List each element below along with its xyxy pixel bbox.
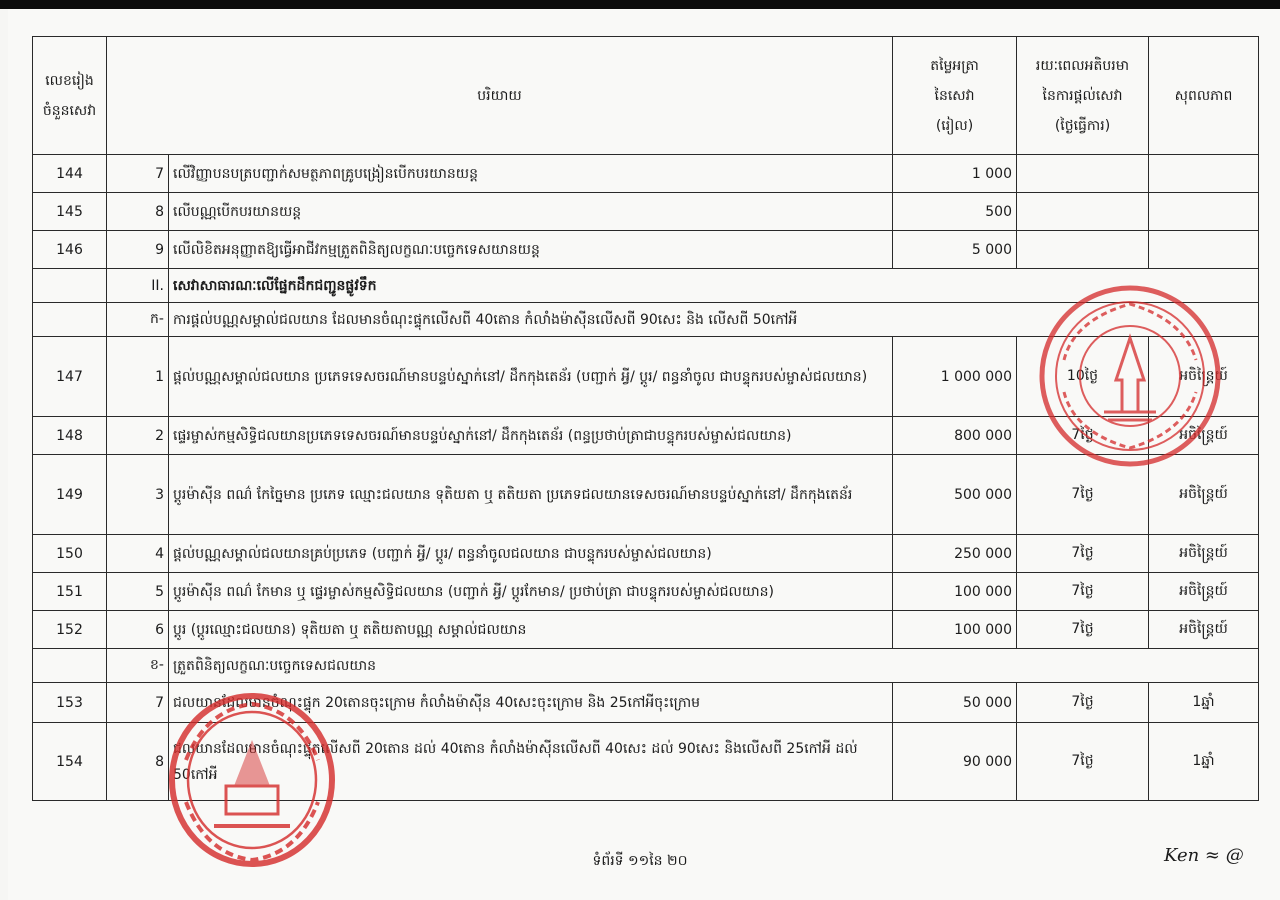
empty-cell <box>33 303 107 337</box>
row-duration <box>1017 155 1149 193</box>
row-validity: អចិន្ត្រៃយ៍ <box>1149 417 1259 455</box>
row-number: 151 <box>33 573 107 611</box>
row-validity <box>1149 193 1259 231</box>
row-duration <box>1017 231 1149 269</box>
row-number: 145 <box>33 193 107 231</box>
row-validity: អចិន្ត្រៃយ៍ <box>1149 455 1259 535</box>
empty-cell <box>33 649 107 683</box>
row-fee: 90 000 <box>893 723 1017 801</box>
row-validity: 1ឆ្នាំ <box>1149 683 1259 723</box>
row-fee: 800 000 <box>893 417 1017 455</box>
row-sub-number: 8 <box>107 723 169 801</box>
row-duration: 7ថ្ងៃ <box>1017 417 1149 455</box>
row-sub-number: 6 <box>107 611 169 649</box>
row-fee: 5 000 <box>893 231 1017 269</box>
row-sub-number: 4 <box>107 535 169 573</box>
row-fee: 500 <box>893 193 1017 231</box>
row-sub-number: 8 <box>107 193 169 231</box>
row-sub-number: 1 <box>107 337 169 417</box>
row-sub-number: 3 <box>107 455 169 535</box>
row-validity <box>1149 155 1259 193</box>
table-row <box>33 193 1259 231</box>
official-seal-stamp-icon <box>166 690 338 870</box>
group-heading-row <box>33 649 1259 683</box>
table-row <box>33 155 1259 193</box>
row-number: 152 <box>33 611 107 649</box>
row-description: ផ្តល់បណ្ណសម្គាល់ជលយាន ប្រភេទទេសចរណ៍មានបន្ទប់ស្នាក់នៅ/ ដឹកកុងតេន័រ (បញ្ជាក់ អ្វី/ ប្តូរ/ ពន្ធនាំចូល ជាបន្ទុករបស់ម្ចាស់ជលយាន) <box>169 337 893 417</box>
table-row <box>33 611 1259 649</box>
row-validity: អចិន្ត្រៃយ៍ <box>1149 337 1259 417</box>
row-fee: 1 000 <box>893 155 1017 193</box>
row-number: 148 <box>33 417 107 455</box>
row-description: ជលយានដែលមានចំណុះផ្ទុកលើសពី 20តោន ដល់ 40តោន កំលាំងម៉ាស៊ីនលើសពី 40សេះ ដល់ 90សេះ និងលើសពី 25កៅអី ដល់ 50កៅអី <box>169 723 893 801</box>
section-number: II. <box>107 269 169 303</box>
row-validity: អចិន្ត្រៃយ៍ <box>1149 535 1259 573</box>
row-number: 144 <box>33 155 107 193</box>
row-fee: 250 000 <box>893 535 1017 573</box>
row-duration: 7ថ្ងៃ <box>1017 573 1149 611</box>
row-fee: 500 000 <box>893 455 1017 535</box>
row-fee: 1 000 000 <box>893 337 1017 417</box>
group-letter: ក- <box>107 303 169 337</box>
row-sub-number: 5 <box>107 573 169 611</box>
row-duration: 7ថ្ងៃ <box>1017 455 1149 535</box>
official-seal-stamp-icon <box>1034 280 1226 472</box>
top-border <box>0 0 1280 9</box>
table-row <box>33 573 1259 611</box>
row-validity: អចិន្ត្រៃយ៍ <box>1149 611 1259 649</box>
group-title: ត្រួតពិនិត្យលក្ខណៈបច្ចេកទេសជលយាន <box>169 649 1259 683</box>
group-title: ការផ្តល់បណ្ណសម្គាល់ជលយាន ដែលមានចំណុះផ្ទុកលើសពី 40តោន កំលាំងម៉ាស៊ីនលើសពី 90សេះ និង លើសពី 50កៅអី <box>169 303 1259 337</box>
row-number: 146 <box>33 231 107 269</box>
header-fee: តម្លៃអត្រា នៃសេវា (រៀល) <box>893 37 1017 155</box>
row-description: ប្តូរម៉ាស៊ីន ពណ៌ កែច្នៃមាន ប្រភេទ ឈ្មោះជលយាន ទុតិយតា ឬ តតិយតា ប្រភេទជលយានទេសចរណ៍មានបន្ទប់ស្នាក់នៅ/ ដឹកកុងតេន័រ <box>169 455 893 535</box>
row-duration: 7ថ្ងៃ <box>1017 723 1149 801</box>
row-number: 150 <box>33 535 107 573</box>
page-number: ទំព័រទី ១១នៃ ២០ <box>592 853 688 869</box>
row-validity: អចិន្ត្រៃយ៍ <box>1149 573 1259 611</box>
table-row <box>33 231 1259 269</box>
section-title: សេវាសាធារណៈលើផ្នែកដឹកជញ្ជូនផ្លូវទឹក <box>169 269 1259 303</box>
row-description: ប្តូរ (ប្តូរឈ្មោះជលយាន) ទុតិយតា ឬ តតិយតាបណ្ណ សម្គាល់ជលយាន <box>169 611 893 649</box>
row-description: ផ្តល់បណ្ណសម្គាល់ជលយានគ្រប់ប្រភេទ (បញ្ជាក់ អ្វី/ ប្តូរ/ ពន្ធនាំចូលជលយាន ជាបន្ទុករបស់ម្ចាស់ជលយាន) <box>169 535 893 573</box>
header-number: លេខរៀង ចំនួនសេវា <box>33 37 107 155</box>
empty-cell <box>33 269 107 303</box>
row-duration: 7ថ្ងៃ <box>1017 611 1149 649</box>
row-description: លើបណ្ណបើកបរយានយន្ត <box>169 193 893 231</box>
row-sub-number: 9 <box>107 231 169 269</box>
header-validity: សុពលភាព <box>1149 37 1259 155</box>
row-validity <box>1149 231 1259 269</box>
row-fee: 100 000 <box>893 573 1017 611</box>
group-letter: ខ- <box>107 649 169 683</box>
row-duration: 10ថ្ងៃ <box>1017 337 1149 417</box>
row-fee: 50 000 <box>893 683 1017 723</box>
row-sub-number: 7 <box>107 155 169 193</box>
row-number: 154 <box>33 723 107 801</box>
row-number: 153 <box>33 683 107 723</box>
row-number: 147 <box>33 337 107 417</box>
row-sub-number: 2 <box>107 417 169 455</box>
row-number: 149 <box>33 455 107 535</box>
row-description: ជលយានដែលមានចំណុះផ្ទុក 20តោនចុះក្រោម កំលាំងម៉ាស៊ីន 40សេះចុះក្រោម និង 25កៅអីចុះក្រោម <box>169 683 893 723</box>
table-header-row <box>33 37 1259 155</box>
header-description: បរិយាយ <box>107 37 893 155</box>
row-validity: 1ឆ្នាំ <box>1149 723 1259 801</box>
row-duration: 7ថ្ងៃ <box>1017 535 1149 573</box>
header-duration: រយៈពេលអតិបរមា នៃការផ្តល់សេវា (ថ្ងៃធ្វើការ) <box>1017 37 1149 155</box>
row-description: ប្តូរម៉ាស៊ីន ពណ៌ កែមាន ឬ ផ្ទេរម្ចាស់កម្មសិទ្ធិជលយាន (បញ្ជាក់ អ្វី/ ប្តូរកែមាន/ ប្រថាប់ត្រា ជាបន្ទុករបស់ម្ចាស់ជលយាន) <box>169 573 893 611</box>
row-description: លើលិខិតអនុញ្ញាតឱ្យធ្វើអាជីវកម្មត្រួតពិនិត្យលក្ខណៈបច្ចេកទេសយានយន្ត <box>169 231 893 269</box>
row-fee: 100 000 <box>893 611 1017 649</box>
row-duration: 7ថ្ងៃ <box>1017 683 1149 723</box>
row-description: ផ្ទេរម្ចាស់កម្មសិទ្ធិជលយានប្រភេទទេសចរណ៍មានបន្ទប់ស្នាក់នៅ/ ដឹកកុងតេន័រ (ពន្ធប្រថាប់ត្រាជាបន្ទុករបស់ម្ចាស់ជលយាន) <box>169 417 893 455</box>
row-description: លើវិញ្ញាបនបត្របញ្ជាក់សមត្ថភាពគ្រូបង្រៀនបើកបរយានយន្ត <box>169 155 893 193</box>
signature-initials: Ken ≈ @ <box>1164 845 1244 866</box>
row-sub-number: 7 <box>107 683 169 723</box>
table-row <box>33 535 1259 573</box>
row-duration <box>1017 193 1149 231</box>
